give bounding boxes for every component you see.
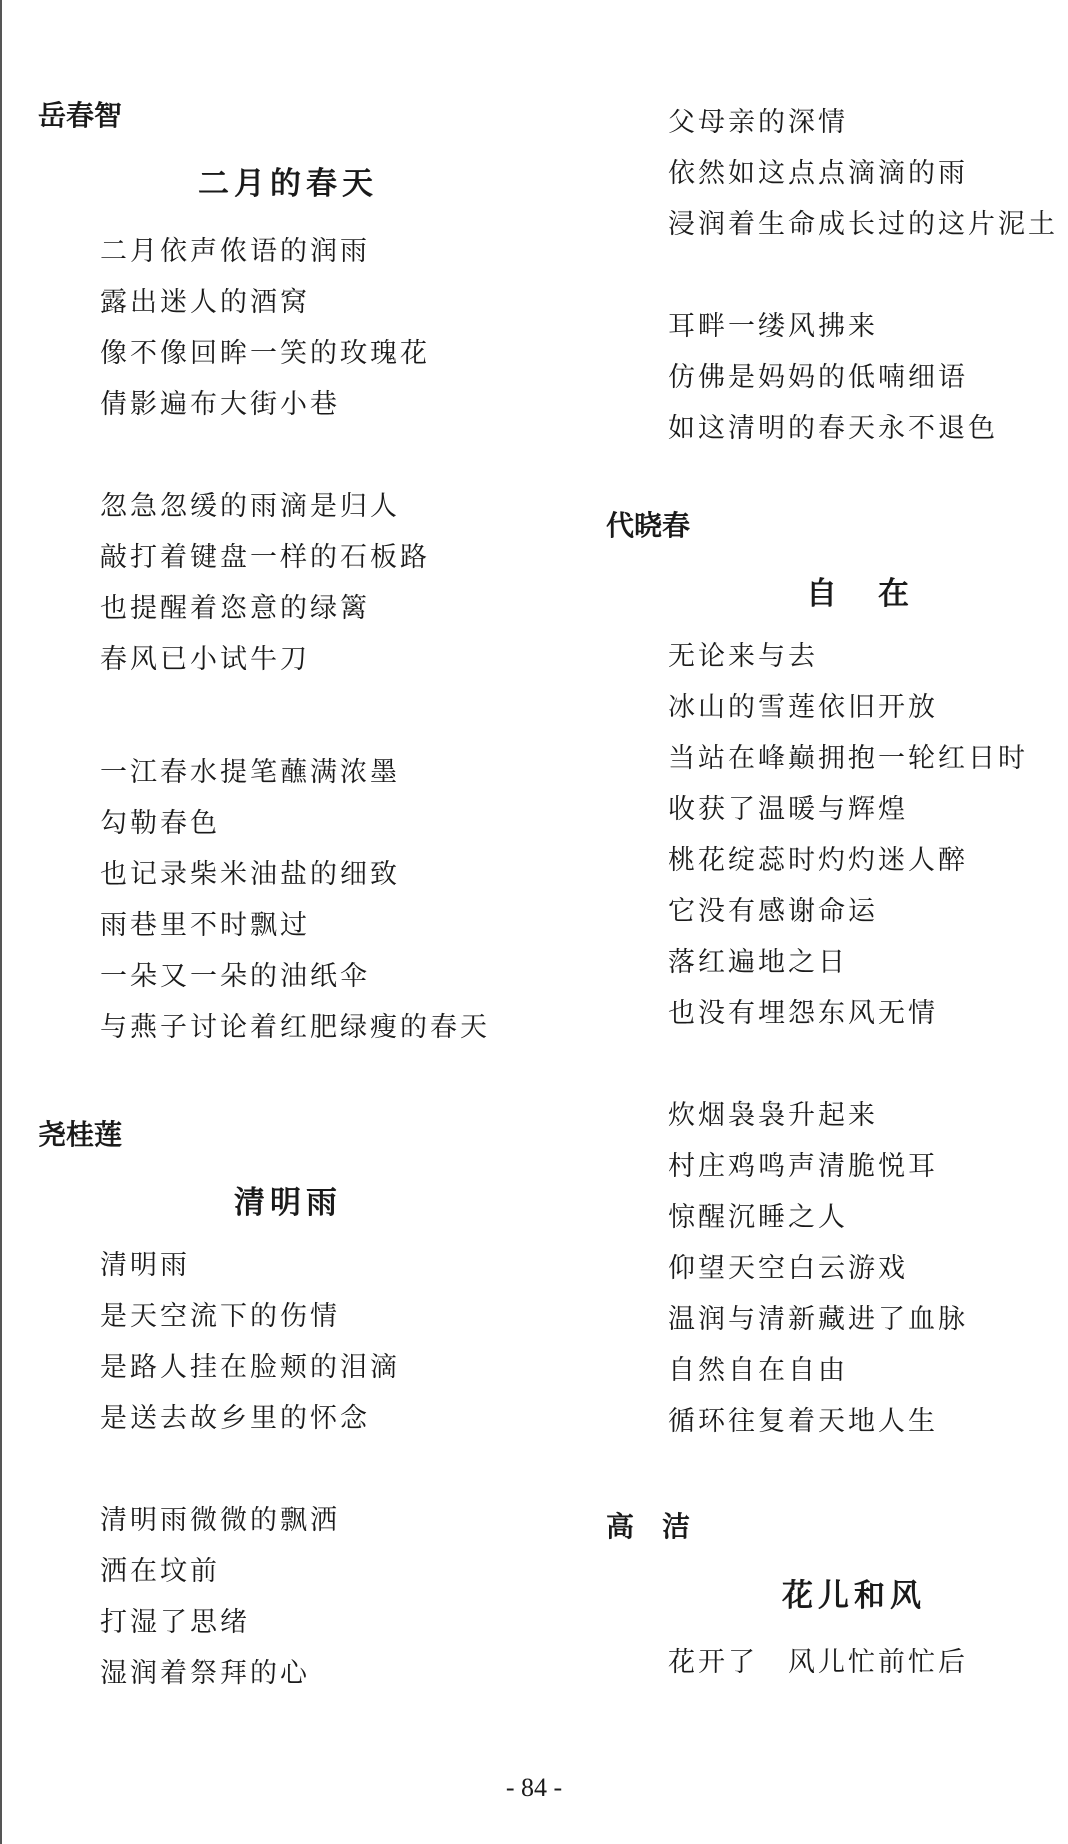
poem-line: 像不像回眸一笑的玫瑰花 xyxy=(100,338,430,369)
poem-line: 炊烟袅袅升起来 xyxy=(668,1100,878,1131)
poem-author: 代晓春 xyxy=(606,509,691,542)
poem-line: 忽急忽缓的雨滴是归人 xyxy=(100,491,400,522)
page-edge xyxy=(0,0,2,1844)
poem-line: 仰望天空白云游戏 xyxy=(668,1253,908,1284)
poem-line: 耳畔一缕风拂来 xyxy=(668,311,878,342)
poem-line: 自然自在自由 xyxy=(668,1355,848,1386)
poem-line: 它没有感谢命运 xyxy=(668,896,878,927)
poem-line: 落红遍地之日 xyxy=(668,947,848,978)
poem-title: 清明雨 xyxy=(234,1185,342,1221)
poem-title: 自 在 xyxy=(806,576,914,612)
poem-line: 惊醒沉睡之人 xyxy=(668,1202,848,1233)
poem-line: 湿润着祭拜的心 xyxy=(100,1658,310,1689)
poem-line: 勾勒春色 xyxy=(100,808,220,839)
poem-line: 浸润着生命成长过的这片泥土 xyxy=(668,209,1058,240)
poem-author: 高 洁 xyxy=(606,1510,691,1543)
poem-author: 岳春智 xyxy=(38,99,123,132)
poem-line: 如这清明的春天永不退色 xyxy=(668,413,998,444)
poem-title: 花儿和风 xyxy=(782,1578,926,1614)
poem-line: 打湿了思绪 xyxy=(100,1607,250,1638)
poem-line: 当站在峰巅拥抱一轮红日时 xyxy=(668,743,1028,774)
poem-line: 村庄鸡鸣声清脆悦耳 xyxy=(668,1151,938,1182)
poem-author: 尧桂莲 xyxy=(38,1118,123,1151)
poem-line: 雨巷里不时飘过 xyxy=(100,910,310,941)
poem-line: 敲打着键盘一样的石板路 xyxy=(100,542,430,573)
poem-line: 露出迷人的酒窝 xyxy=(100,287,310,318)
poem-line: 是送去故乡里的怀念 xyxy=(100,1403,370,1434)
poem-line: 也记录柴米油盐的细致 xyxy=(100,859,400,890)
poem-line: 无论来与去 xyxy=(668,641,818,672)
poem-title: 二月的春天 xyxy=(198,166,378,202)
poem-line: 温润与清新藏进了血脉 xyxy=(668,1304,968,1335)
poem-line: 洒在坟前 xyxy=(100,1556,220,1587)
poem-line: 与燕子讨论着红肥绿瘦的春天 xyxy=(100,1012,490,1043)
poem-line: 是路人挂在脸颊的泪滴 xyxy=(100,1352,400,1383)
poem-line: 清明雨 xyxy=(100,1250,190,1281)
poem-line: 一朵又一朵的油纸伞 xyxy=(100,961,370,992)
poem-line: 二月依声侬语的润雨 xyxy=(100,236,370,267)
poem-line: 收获了温暖与辉煌 xyxy=(668,794,908,825)
poem-line: 循环往复着天地人生 xyxy=(668,1406,938,1437)
poem-line: 清明雨微微的飘洒 xyxy=(100,1505,340,1536)
poem-line: 桃花绽蕊时灼灼迷人醉 xyxy=(668,845,968,876)
poem-line: 冰山的雪莲依旧开放 xyxy=(668,692,938,723)
poem-line: 依然如这点点滴滴的雨 xyxy=(668,158,968,189)
poem-line: 也提醒着恣意的绿篱 xyxy=(100,593,370,624)
poem-line: 春风已小试牛刀 xyxy=(100,644,310,675)
poem-line: 也没有埋怨东风无情 xyxy=(668,998,938,1029)
poem-line: 父母亲的深情 xyxy=(668,107,848,138)
poem-line: 花开了 风儿忙前忙后 xyxy=(668,1647,968,1678)
poem-line: 是天空流下的伤情 xyxy=(100,1301,340,1332)
page-number: - 84 - xyxy=(505,1773,563,1802)
poem-line: 倩影遍布大街小巷 xyxy=(100,389,340,420)
poem-line: 一江春水提笔蘸满浓墨 xyxy=(100,757,400,788)
poem-line: 仿佛是妈妈的低喃细语 xyxy=(668,362,968,393)
